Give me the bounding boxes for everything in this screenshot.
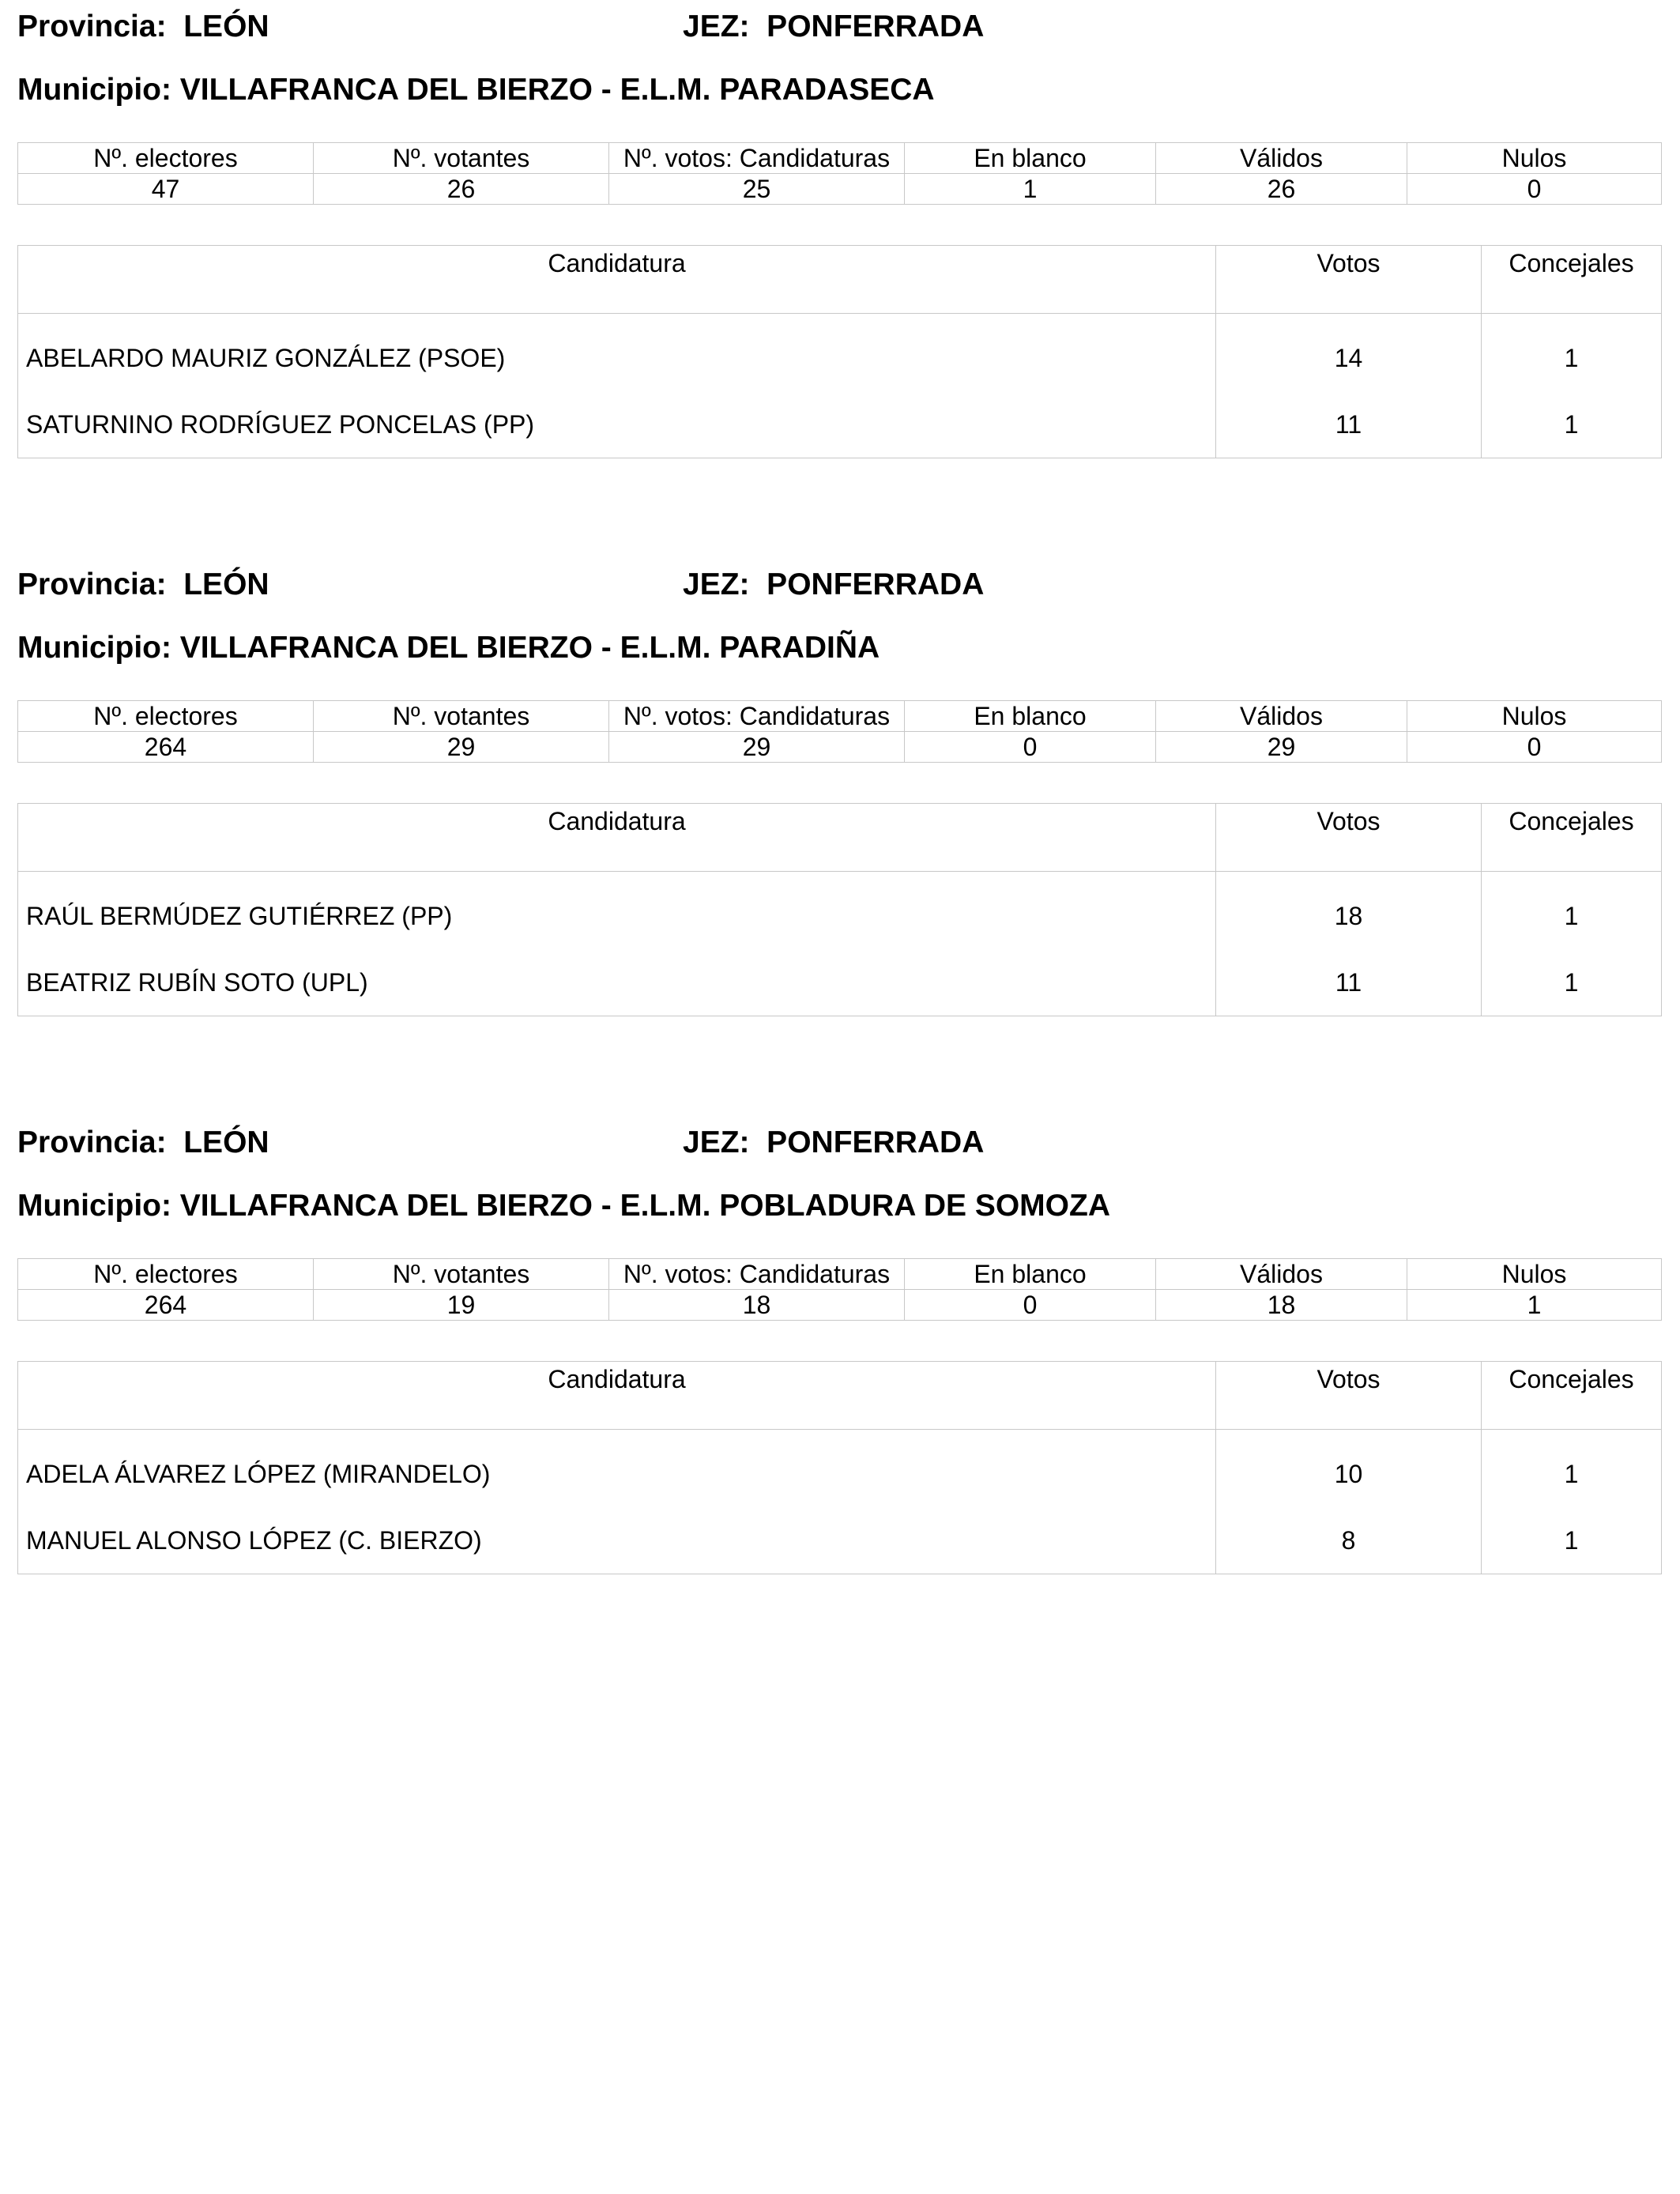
stats-value-cell: 0 <box>1407 174 1662 205</box>
candidate-votos: 11 <box>1216 391 1482 458</box>
stats-value-cell: 0 <box>905 1290 1156 1321</box>
stats-value-cell: 18 <box>609 1290 905 1321</box>
candidate-concejales: 1 <box>1482 949 1662 1016</box>
candidate-votos: 11 <box>1216 949 1482 1016</box>
stats-value-cell: 29 <box>1156 732 1407 763</box>
stats-value-cell: 1 <box>905 174 1156 205</box>
candidate-votos: 18 <box>1216 872 1482 950</box>
provincia-label: Provincia: LEÓN <box>17 9 269 43</box>
stats-value-cell: 1 <box>1407 1290 1662 1321</box>
stats-header-cell: Nulos <box>1407 143 1662 174</box>
stats-header-cell: Nº. votos: Candidaturas <box>609 701 905 732</box>
stats-value-cell: 29 <box>314 732 609 763</box>
stats-value-cell: 29 <box>609 732 905 763</box>
stats-value-cell: 18 <box>1156 1290 1407 1321</box>
candidate-name: ABELARDO MAURIZ GONZÁLEZ (PSOE) <box>26 343 506 372</box>
candidates-header-row <box>18 804 1662 872</box>
candidate-row <box>18 1430 1662 1508</box>
concejales-header: Concejales <box>1482 804 1662 872</box>
candidate-row <box>18 872 1662 950</box>
stats-value-row <box>18 732 1662 763</box>
candidatura-header: Candidatura <box>18 804 1216 872</box>
candidates-table <box>17 245 1662 458</box>
candidate-name: BEATRIZ RUBÍN SOTO (UPL) <box>26 967 368 997</box>
stats-header-cell: En blanco <box>905 1259 1156 1290</box>
candidates-table <box>17 1361 1662 1574</box>
stats-value-cell: 264 <box>18 1290 314 1321</box>
candidates-header-row <box>18 1362 1662 1430</box>
stats-value-cell: 0 <box>905 732 1156 763</box>
stats-table <box>17 142 1662 205</box>
stats-header-cell: En blanco <box>905 701 1156 732</box>
candidate-row <box>18 949 1662 1016</box>
stats-header-cell: En blanco <box>905 143 1156 174</box>
stats-header-cell: Nº. votantes <box>314 143 609 174</box>
candidate-concejales: 1 <box>1482 314 1662 392</box>
stats-value-cell: 26 <box>314 174 609 205</box>
candidate-concejales: 1 <box>1482 391 1662 458</box>
stats-header-cell: Nº. electores <box>18 701 314 732</box>
candidate-row <box>18 314 1662 392</box>
provincia-label: Provincia: LEÓN <box>17 567 269 601</box>
stats-header-cell: Nº. electores <box>18 143 314 174</box>
candidate-votos: 10 <box>1216 1430 1482 1508</box>
concejales-header: Concejales <box>1482 1362 1662 1430</box>
stats-value-cell: 0 <box>1407 732 1662 763</box>
candidate-votos: 8 <box>1216 1507 1482 1574</box>
stats-table <box>17 1258 1662 1321</box>
stats-header-row <box>18 1259 1662 1290</box>
candidatura-header: Candidatura <box>18 246 1216 314</box>
candidates-header-row <box>18 246 1662 314</box>
candidate-votos: 14 <box>1216 314 1482 392</box>
stats-header-cell: Nº. votos: Candidaturas <box>609 1259 905 1290</box>
provincia-label: Provincia: LEÓN <box>17 1125 269 1159</box>
result-section-2 <box>17 558 1661 997</box>
section-header <box>17 1116 1661 1187</box>
candidate-name: RAÚL BERMÚDEZ GUTIÉRREZ (PP) <box>26 901 453 930</box>
stats-value-cell: 19 <box>314 1290 609 1321</box>
stats-value-cell: 47 <box>18 174 314 205</box>
candidate-concejales: 1 <box>1482 872 1662 950</box>
candidate-row <box>18 391 1662 458</box>
votos-header: Votos <box>1216 804 1482 872</box>
municipio-title: Municipio: VILLAFRANCA DEL BIERZO - E.L.M. PARADASECA <box>17 73 935 107</box>
stats-value-cell: 26 <box>1156 174 1407 205</box>
candidate-name: SATURNINO RODRÍGUEZ PONCELAS (PP) <box>26 409 535 439</box>
stats-header-row <box>18 143 1662 174</box>
stats-header-cell: Válidos <box>1156 701 1407 732</box>
municipio-title: Municipio: VILLAFRANCA DEL BIERZO - E.L.M. POBLADURA DE SOMOZA <box>17 1189 1110 1223</box>
stats-table <box>17 700 1662 763</box>
stats-header-cell: Nº. votantes <box>314 701 609 732</box>
municipio-title: Municipio: VILLAFRANCA DEL BIERZO - E.L.M. PARADIÑA <box>17 631 880 665</box>
concejales-header: Concejales <box>1482 246 1662 314</box>
jez-label: JEZ: PONFERRADA <box>683 9 985 43</box>
stats-header-cell: Válidos <box>1156 143 1407 174</box>
candidate-name: ADELA ÁLVAREZ LÓPEZ (MIRANDELO) <box>26 1459 491 1488</box>
stats-value-row <box>18 1290 1662 1321</box>
candidate-concejales: 1 <box>1482 1507 1662 1574</box>
result-section-1 <box>17 0 1661 439</box>
votos-header: Votos <box>1216 246 1482 314</box>
stats-header-row <box>18 701 1662 732</box>
result-section-3 <box>17 1116 1661 1555</box>
stats-header-cell: Nulos <box>1407 701 1662 732</box>
stats-header-cell: Nulos <box>1407 1259 1662 1290</box>
stats-value-cell: 264 <box>18 732 314 763</box>
candidate-name: MANUEL ALONSO LÓPEZ (C. BIERZO) <box>26 1525 482 1555</box>
stats-value-cell: 25 <box>609 174 905 205</box>
votos-header: Votos <box>1216 1362 1482 1430</box>
stats-header-cell: Nº. electores <box>18 1259 314 1290</box>
candidate-concejales: 1 <box>1482 1430 1662 1508</box>
stats-header-cell: Válidos <box>1156 1259 1407 1290</box>
candidatura-header: Candidatura <box>18 1362 1216 1430</box>
jez-label: JEZ: PONFERRADA <box>683 567 985 601</box>
candidates-table <box>17 803 1662 1016</box>
stats-value-row <box>18 174 1662 205</box>
stats-header-cell: Nº. votantes <box>314 1259 609 1290</box>
stats-header-cell: Nº. votos: Candidaturas <box>609 143 905 174</box>
section-header <box>17 0 1661 71</box>
candidate-row <box>18 1507 1662 1574</box>
section-header <box>17 558 1661 629</box>
jez-label: JEZ: PONFERRADA <box>683 1125 985 1159</box>
